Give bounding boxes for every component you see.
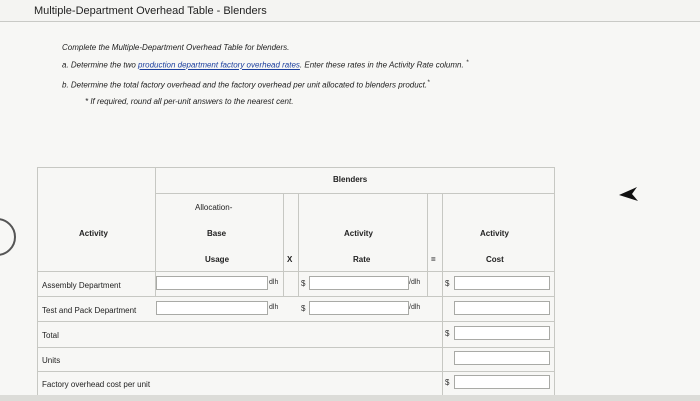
test-pack-cost-input[interactable] bbox=[454, 301, 550, 315]
overhead-rates-link[interactable]: production department factory overhead rates bbox=[138, 60, 300, 70]
total-label: Total bbox=[42, 331, 59, 340]
rate-header-line1: Activity bbox=[344, 229, 373, 238]
test-pack-rate-unit: /dlh bbox=[409, 304, 421, 311]
assembly-rate-input[interactable] bbox=[309, 276, 409, 290]
rounding-note: * If required, round all per-unit answers to the nearest cent. bbox=[85, 97, 294, 106]
total-cost-dollar: $ bbox=[445, 329, 450, 338]
assembly-rate-unit: /dlh bbox=[409, 279, 421, 286]
rate-header-line2: Rate bbox=[353, 255, 371, 264]
item-a-prefix: a. Determine the two bbox=[62, 60, 139, 70]
per-unit-cost-dollar: $ bbox=[445, 378, 450, 387]
units-label: Units bbox=[42, 356, 61, 365]
item-a-footnote-mark: * bbox=[465, 59, 469, 66]
question-panel bbox=[0, 22, 700, 401]
allocation-header-line3: Usage bbox=[205, 255, 230, 264]
assembly-usage-input[interactable] bbox=[156, 276, 268, 290]
test-pack-usage-unit: dlh bbox=[269, 304, 279, 311]
item-b-text: b. Determine the total factory overhead and the factory overhead per unit allocated to blenders product. bbox=[62, 80, 428, 90]
instructions-item-a bbox=[62, 59, 469, 70]
assembly-rate-dollar: $ bbox=[301, 279, 306, 288]
test-pack-label: Test and Pack Department bbox=[42, 306, 137, 315]
bottom-edge bbox=[0, 395, 700, 401]
window-title: Multiple-Department Overhead Table - Blenders bbox=[0, 0, 700, 22]
cost-header-line1: Activity bbox=[480, 229, 509, 238]
test-pack-rate-input[interactable] bbox=[309, 301, 409, 315]
instructions-intro: Complete the Multiple-Department Overhead Table for blenders. bbox=[62, 43, 290, 52]
blenders-header: Blenders bbox=[333, 175, 368, 184]
overhead-table bbox=[37, 167, 555, 397]
allocation-header-line2: Base bbox=[207, 229, 227, 238]
test-pack-rate-dollar: $ bbox=[301, 304, 306, 313]
per-unit-label: Factory overhead cost per unit bbox=[42, 380, 151, 389]
assembly-cost-dollar: $ bbox=[445, 279, 450, 288]
instructions-item-b bbox=[62, 79, 430, 90]
cost-header-line2: Cost bbox=[486, 255, 504, 264]
test-pack-usage-input[interactable] bbox=[156, 301, 268, 315]
assembly-cost-input[interactable] bbox=[454, 276, 550, 290]
assembly-usage-unit: dlh bbox=[269, 279, 279, 286]
times-sign: X bbox=[287, 255, 293, 264]
total-cost-input[interactable] bbox=[454, 326, 550, 340]
per-unit-cost-input[interactable] bbox=[454, 375, 550, 389]
allocation-header-line1: Allocation- bbox=[195, 203, 233, 212]
activity-column-header: Activity bbox=[79, 229, 108, 238]
units-input[interactable] bbox=[454, 351, 550, 365]
equals-sign: = bbox=[431, 255, 436, 264]
mouse-pointer-icon bbox=[617, 185, 639, 205]
item-b-footnote-mark: * bbox=[427, 79, 430, 86]
panel-collapse-handle[interactable] bbox=[0, 218, 16, 256]
assembly-label: Assembly Department bbox=[42, 281, 121, 290]
item-a-suffix: . Enter these rates in the Activity Rate column. bbox=[299, 60, 464, 70]
